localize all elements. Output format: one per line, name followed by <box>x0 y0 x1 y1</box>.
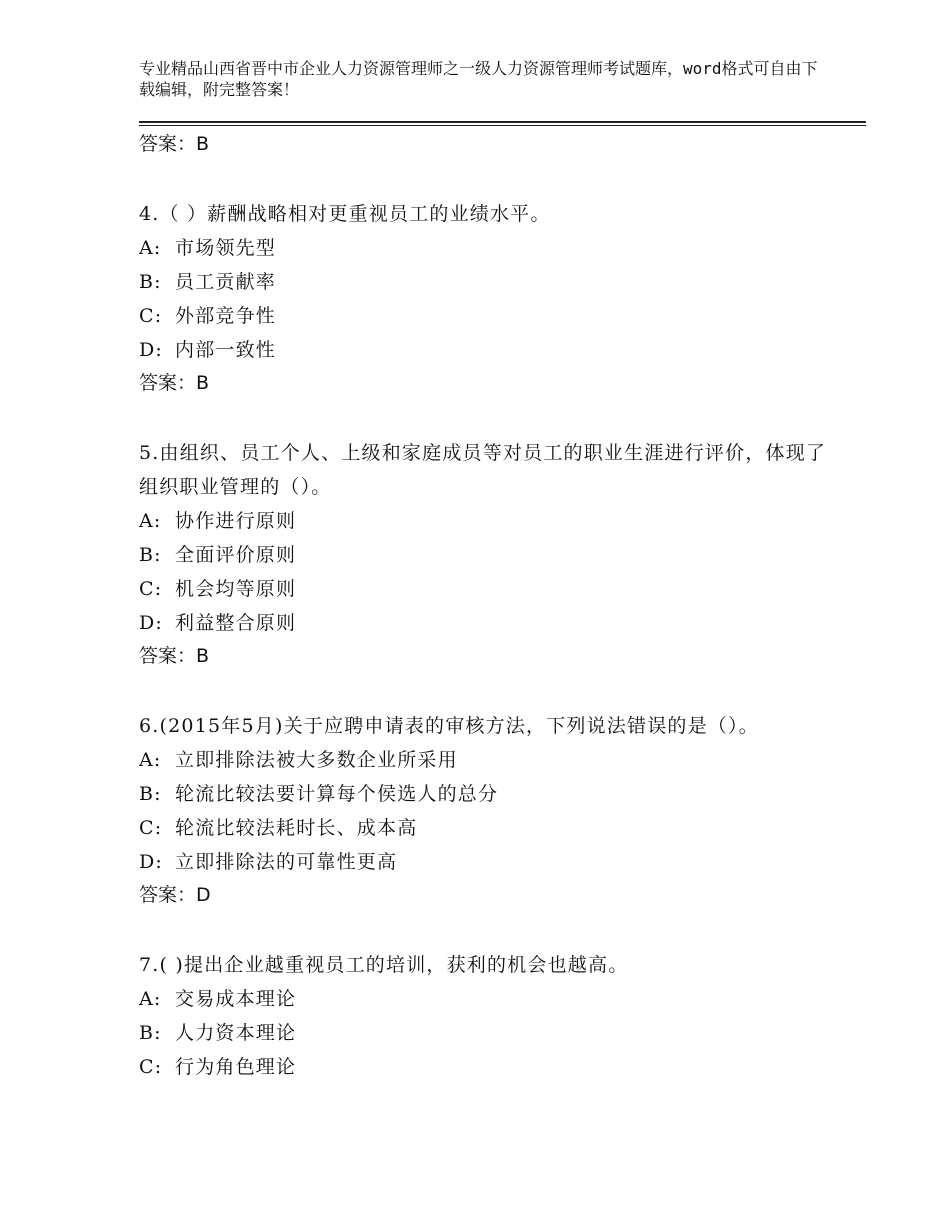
option-c <box>139 811 829 845</box>
option-label: C: <box>139 1056 163 1078</box>
option-label: D: <box>139 612 164 634</box>
option-text: 员工贡献率 <box>175 271 277 293</box>
question-text: 6.(2015年5月)关于应聘申请表的审核方法，下列说法错误的是（）。 <box>139 715 759 737</box>
option-a <box>139 231 829 265</box>
option-a <box>139 504 829 538</box>
option-a <box>139 743 829 777</box>
option-text: 行为角色理论 <box>175 1056 297 1078</box>
option-text: 交易成本理论 <box>175 988 297 1010</box>
option-text: 机会均等原则 <box>175 578 297 600</box>
option-a <box>139 982 829 1016</box>
option-text: 内部一致性 <box>175 339 277 361</box>
option-c <box>139 1050 829 1084</box>
option-label: B: <box>139 271 162 293</box>
option-text: 立即排除法的可靠性更高 <box>175 851 398 873</box>
option-label: A: <box>139 988 162 1010</box>
option-label: B: <box>139 783 162 805</box>
option-label: B: <box>139 1022 162 1044</box>
option-b <box>139 265 829 299</box>
option-d <box>139 845 829 879</box>
header-divider-thin <box>139 125 866 126</box>
option-label: C: <box>139 817 163 839</box>
question-6 <box>139 709 829 910</box>
option-text: 市场领先型 <box>175 237 277 259</box>
question-4 <box>139 197 829 398</box>
option-text: 轮流比较法要计算每个侯选人的总分 <box>175 783 499 805</box>
question-text: 4.（ ）薪酬战略相对更重视员工的业绩水平。 <box>139 203 551 225</box>
option-d <box>139 333 829 367</box>
option-text: 立即排除法被大多数企业所采用 <box>175 749 458 771</box>
option-b <box>139 777 829 811</box>
option-label: A: <box>139 510 162 532</box>
option-label: C: <box>139 578 163 600</box>
option-label: D: <box>139 851 164 873</box>
answer-label: 答案：D <box>139 884 211 906</box>
option-b <box>139 538 829 572</box>
question-text: 7.( )提出企业越重视员工的培训，获利的机会也越高。 <box>139 954 629 976</box>
option-text: 全面评价原则 <box>175 544 297 566</box>
option-label: A: <box>139 237 162 259</box>
question-text: 5.由组织、员工个人、上级和家庭成员等对员工的职业生涯进行评价，体现了组织职业管理的（）。 <box>139 442 827 498</box>
option-d <box>139 606 829 640</box>
answer-label: 答案：B <box>139 133 210 155</box>
option-text: 利益整合原则 <box>175 612 297 634</box>
option-b <box>139 1016 829 1050</box>
question-7 <box>139 948 829 1084</box>
question-5 <box>139 436 829 671</box>
option-text: 协作进行原则 <box>175 510 297 532</box>
option-label: B: <box>139 544 162 566</box>
header-divider-thick <box>139 121 866 123</box>
option-label: C: <box>139 305 163 327</box>
answer-label: 答案：B <box>139 372 210 394</box>
option-text: 外部竞争性 <box>175 305 277 327</box>
option-c <box>139 299 829 333</box>
option-text: 人力资本理论 <box>175 1022 297 1044</box>
document-header: 专业精品山西省晋中市企业人力资源管理师之一级人力资源管理师考试题库，word格式可自由下载编辑，附完整答案！ <box>139 59 818 99</box>
option-label: D: <box>139 339 164 361</box>
option-text: 轮流比较法耗时长、成本高 <box>175 817 418 839</box>
question-list <box>139 128 829 1084</box>
option-c <box>139 572 829 606</box>
option-label: A: <box>139 749 162 771</box>
answer-label: 答案：B <box>139 645 210 667</box>
